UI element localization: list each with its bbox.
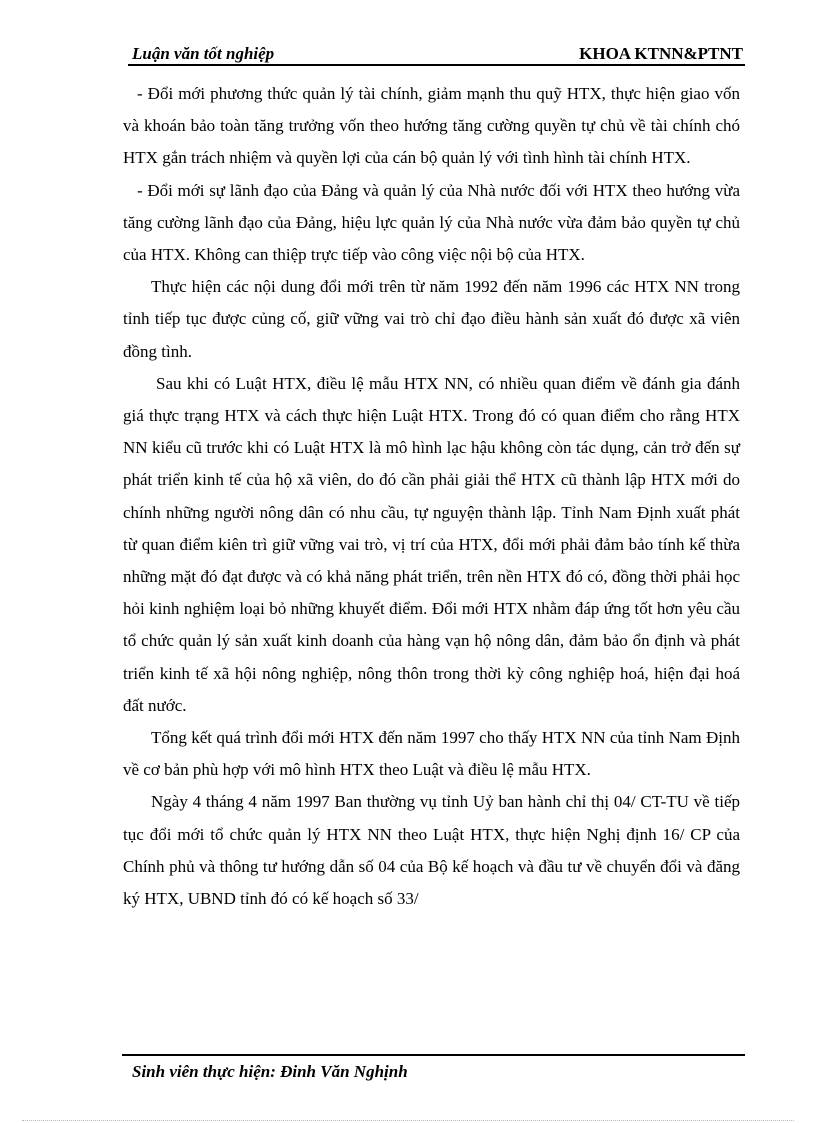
paragraph-implementation-1992-1996: Thực hiện các nội dung đổi mới trên từ năm 1992 đến năm 1996 các HTX NN trong tỉnh tiếp tục được củng cố, giữ vững vai trò chỉ đạo điều hành sản xuất đó được xã viên đồng tình. [123,277,740,361]
paragraph-summary-1997: Tổng kết quá trình đổi mới HTX đến năm 1997 cho thấy HTX NN của tỉnh Nam Định về cơ bản phù hợp với mô hình HTX theo Luật và điều lệ mẫu HTX. [123,728,740,780]
page-header [128,44,745,66]
paragraph-directive-04: Ngày 4 tháng 4 năm 1997 Ban thường vụ tỉnh Uỷ ban hành chỉ thị 04/ CT-TU về tiếp tục đổi mới tổ chức quản lý HTX NN theo Luật HTX, thực hiện Nghị định 16/ CP của Chính phủ và thông tư hướng dẫn số 04 của Bộ kế hoạch và đầu tư về chuyển đổi và đăng ký HTX, UBND tỉnh đó có kế hoạch số 33/ [123,792,740,909]
paragraph-leadership-reform: - Đổi mới sự lãnh đạo của Đảng và quản lý của Nhà nước đối với HTX theo hướng vừa tăng cường lãnh đạo của Đảng, hiệu lực quản lý của Nhà nước vừa đảm bảo quyền tự chủ của HTX. Không can thiệp trực tiếp vào công việc nội bộ của HTX. [123,180,740,265]
paragraph-financial-reform: - Đổi mới phương thức quản lý tài chính, giảm mạnh thu quỹ HTX, thực hiện giao vốn và khoán bảo toàn tăng trưởng vốn theo hướng tăng cường quyền tự chủ về tài chính chó HTX gắn trách nhiệm và quyền lợi của cán bộ quản lý với tình hình tài chính HTX. [123,84,740,168]
page-footer [122,1054,745,1081]
page-bottom-divider [22,1120,794,1121]
thesis-title: Luận văn tốt nghiệp [132,44,275,63]
faculty-name: KHOA KTNN&PTNT [579,44,743,63]
student-name: Sinh viên thực hiện: Đinh Văn Nghịnh [132,1062,408,1081]
paragraph-after-cooperative-law: Sau khi có Luật HTX, điều lệ mẫu HTX NN, có nhiều quan điểm về đánh gia đánh giá thực trạng HTX và cách thực hiện Luật HTX. Trong đó có quan điểm cho rằng HTX NN kiểu cũ trước khi có Luật HTX là mô hình lạc hậu không còn tác dụng, cản trở đến sự phát triển kinh tế của hộ xã viên, do đó cần phải giải thể HTX cũ thành lập HTX mới do chính những người nông dân có nhu cầu, tự nguyện thành lập. Tỉnh Nam Định xuất phát từ quan điểm kiên trì giữ vững vai trò, vị trí của HTX, đổi mới phải đảm bảo tính kế thừa những mặt đó đạt được và có khả năng phát triển, trên nền HTX đó có, đồng thời phải học hỏi kinh nghiệm loại bỏ những khuyết điểm. Đổi mới HTX nhằm đáp ứng tốt hơn yêu cầu tổ chức quản lý sản xuất kinh doanh của hàng vạn hộ nông dân, đảm bảo ổn định và phát triển kinh tế xã hội nông nghiệp, nông thôn trong thời kỳ công nghiệp hoá, hiện đại hoá đất nước. [123,373,740,715]
document-body [123,78,740,915]
